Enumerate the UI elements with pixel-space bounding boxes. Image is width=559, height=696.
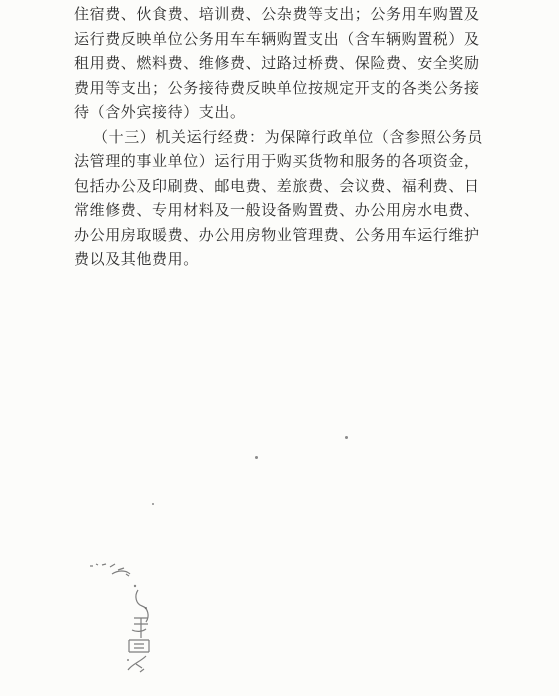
document-body [74,2,504,272]
paragraph-expense-categories [74,2,504,125]
scan-speck [152,503,154,505]
text-line: 费用等支出；公务接待费反映单位按规定开支的各类公务接 [74,78,480,97]
scan-speck [345,436,348,439]
text-line: 费以及其他费用。 [74,250,199,268]
paragraph-section-13 [93,125,504,150]
text-line: 包括办公及印刷费、邮电费、差旅费、会议费、福利费、日 [74,176,480,195]
paragraph-section-13-cont [74,149,504,272]
text-line: 办公用房取暖费、办公用房物业管理费、公务用车运行维护 [74,225,480,244]
text-line: 租用费、燃料费、维修费、过路过桥费、保险费、安全奖励 [74,54,480,72]
text-line: 待（含外宾接待）支出。 [74,103,246,121]
text-line: 运行费反映单位公务用车车辆购置支出（含车辆购置税）及 [74,29,480,48]
text-line: 常维修费、专用材料及一般设备购置费、办公用房水电费、 [74,201,480,219]
text-line: 住宿费、伙食费、培训费、公杂费等支出；公务用车购置及 [74,5,480,23]
scan-speck [255,456,258,459]
text-line: 法管理的事业单位）运行用于购买货物和服务的各项资金， [74,152,480,170]
seal-fragment-icon [88,560,168,680]
text-line: （十三）机关运行经费：为保障行政单位（含参照公务员 [93,127,484,146]
